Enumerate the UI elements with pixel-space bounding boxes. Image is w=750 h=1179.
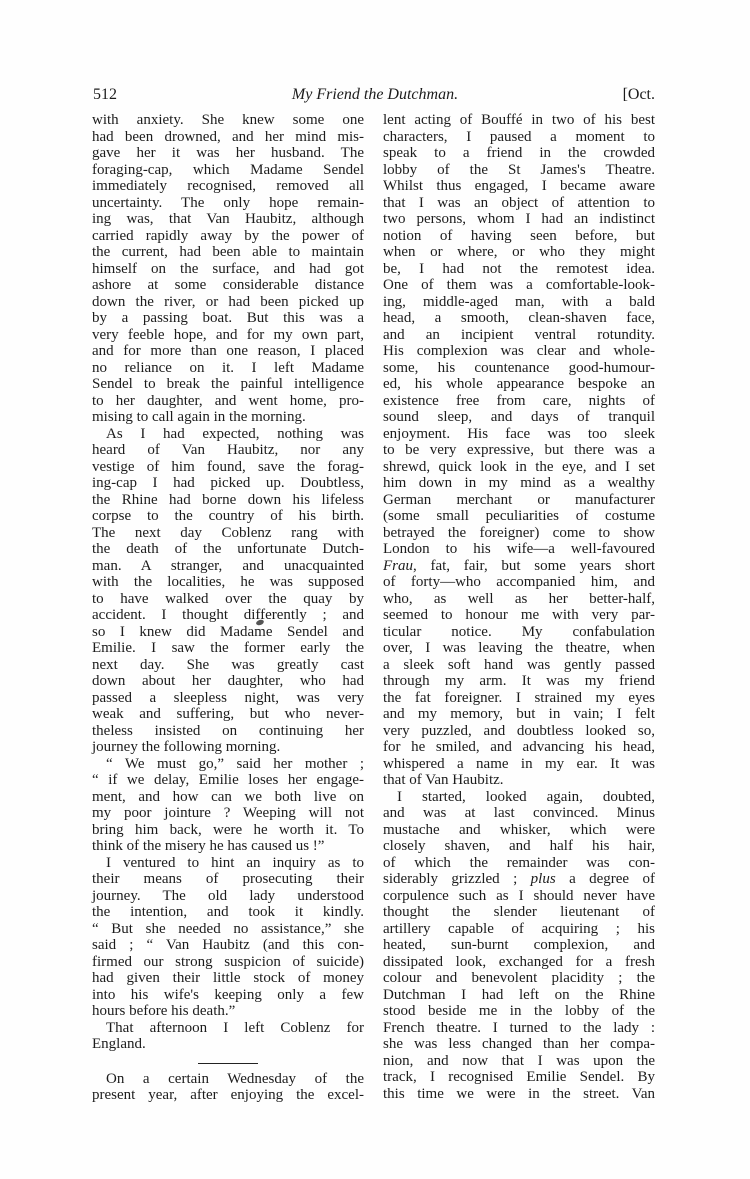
running-title: My Friend the Dutchman. [291, 86, 459, 103]
text-line: that I was an object of attention to [383, 194, 655, 211]
text-line: and was at last convinced. Minus [383, 805, 655, 821]
text-line: and an incipient ventral rotundity. [383, 326, 655, 343]
text-line: think of the misery he has caused us !” [92, 838, 325, 854]
text-line: ing was, that Van Haubitz, although [92, 211, 364, 227]
text-line: ing, middle-aged man, with a bald [383, 293, 655, 310]
text-line: the intention, and took it kindly. [92, 904, 364, 920]
text-line: “ We must go,” said her mother ; [106, 755, 364, 772]
text-line: next day. She was greatly cast [92, 656, 364, 673]
text-line: she was less changed than her compa- [383, 1036, 655, 1052]
text-line: journey. The old lady understood [92, 887, 364, 904]
text-line: hours before his death.” [92, 1003, 236, 1019]
paragraph [92, 756, 364, 855]
text-line: the death of the unfortunate Dutch- [92, 541, 364, 557]
text-line: some, his countenance good-humour- [383, 359, 655, 376]
text-line: through my arm. It was my friend [383, 673, 655, 689]
text-line: said ; “ Van Haubitz (and this con- [92, 937, 364, 953]
paragraph [383, 112, 655, 789]
text-line: mising to call again in the morning. [92, 409, 306, 425]
text-line: and my memory, but in vain; I felt [383, 706, 655, 722]
text-line: to her daughter, and went home, pro- [92, 392, 364, 409]
text-line: vestige of him found, save the forag- [92, 458, 364, 475]
text-line: Sendel to break the painful intelligence [92, 376, 364, 392]
text-line: ed, his whole appearance bespoke an [383, 376, 655, 392]
text-line: As I had expected, nothing was [106, 425, 364, 442]
text-line: accident. I thought differently ; and [92, 607, 364, 623]
text-line: existence free from care, nights of [383, 392, 655, 409]
section-divider [198, 1063, 258, 1064]
text-line: man. A stranger, and unacquainted [92, 557, 364, 574]
paragraph [92, 1020, 364, 1053]
text-line: carried rapidly away by the power of [92, 227, 364, 244]
text-line: when or where, or who they might [383, 244, 655, 260]
text-line: His complexion was clear and whole- [383, 343, 655, 359]
right-column [383, 112, 655, 1102]
text-line: the fat foreigner. I strained my eyes [383, 689, 655, 706]
text-line: speak to a friend in the crowded [383, 145, 655, 161]
text-line: passed a sleepless night, was very [92, 689, 364, 706]
text-line: two persons, whom I had an indistinct [383, 211, 655, 227]
text-line: of which the remainder was con- [383, 854, 655, 871]
text-line: by a passing boat. But this was a [92, 310, 364, 326]
text-line: with the localities, he was supposed [92, 574, 364, 590]
text-line: Frau, fat, fair, but some years short [383, 557, 655, 574]
text-line: “ But she needed no assistance,” she [92, 920, 364, 937]
text-line: One of them was a comfortable-look- [383, 277, 655, 293]
text-line: England. [92, 1036, 146, 1052]
text-line: On a certain Wednesday of the [106, 1070, 364, 1087]
text-line: him down in my mind as a wealthy [383, 475, 655, 491]
text-line: firmed our strong suspicion of suicide) [92, 953, 364, 970]
text-line: betrayed the foreigner) come to show [383, 524, 655, 541]
text-line: German merchant or manufacturer [383, 491, 655, 508]
text-line: sound sleep, and days of tranquil [383, 409, 655, 425]
text-line: ment, and how can we both live on [92, 788, 364, 805]
paragraph [383, 789, 655, 1103]
page-number: 512 [93, 86, 117, 103]
text-line: heard of Van Haubitz, nor any [92, 442, 364, 458]
text-line: nion, and now that I was upon the [383, 1052, 655, 1069]
text-line: this time we were in the street. Van [383, 1085, 655, 1102]
text-line: the current, had been able to maintain [92, 244, 364, 260]
text-line: for he smiled, and advancing his head, [383, 739, 655, 755]
text-line: into his wife's keeping only a few [92, 986, 364, 1003]
text-line: of forty—who accompanied him, and [383, 574, 655, 590]
text-line: corpse to the country of his birth. [92, 508, 364, 524]
text-line: that of Van Haubitz. [383, 772, 504, 788]
text-line: notion of having seen before, but [383, 227, 655, 244]
text-line: so I knew did Madame Sendel and [92, 623, 364, 640]
text-line: Dutchman I had left on the Rhine [383, 986, 655, 1003]
running-month: [Oct. [622, 86, 655, 103]
text-line: had given their little stock of money [92, 970, 364, 986]
text-line: mustache and whisker, which were [383, 821, 655, 838]
left-column [92, 112, 364, 1104]
text-line: I started, looked again, doubted, [397, 788, 655, 805]
text-line: foraging-cap, which Madame Sendel [92, 161, 364, 178]
text-line: down about her daughter, who had [92, 673, 364, 689]
text-line: to have walked over the quay by [92, 590, 364, 607]
text-line: and for more than one reason, I placed [92, 343, 364, 359]
text-line: had been drowned, and her mind mis- [92, 128, 364, 145]
text-line: very puzzled, and doubtless looked so, [383, 722, 655, 739]
text-line: ticular notice. My confabulation [383, 623, 655, 640]
text-line: no reliance on it. I left Madame [92, 359, 364, 376]
text-line: seemed to honour me with very par- [383, 607, 655, 623]
text-line: The next day Coblenz rang with [92, 524, 364, 541]
text-line: immediately recognised, removed all [92, 178, 364, 194]
text-line: stood beside me in the lobby of the [383, 1003, 655, 1019]
text-line: thought the slender lieutenant of [383, 904, 655, 920]
text-line: lent acting of Bouffé in two of his best [383, 112, 655, 128]
text-line: their means of prosecuting their [92, 871, 364, 887]
text-line: to be very expressive, but there was a [383, 442, 655, 458]
text-line: (some small peculiarities of costume [383, 508, 655, 524]
text-line: London to his wife—a well-favoured [383, 541, 655, 557]
text-line: with anxiety. She knew some one [92, 112, 364, 128]
text-line: That afternoon I left Coblenz for [106, 1019, 364, 1036]
text-line: very feeble hope, and for my own part, [92, 326, 364, 343]
text-line: down the river, or had been picked up [92, 293, 364, 310]
text-line: be, I had not the remotest idea. [383, 260, 655, 277]
text-line: uncertainty. The only hope remain- [92, 194, 364, 211]
text-line: artillery capable of acquiring ; his [383, 920, 655, 937]
paragraph [92, 855, 364, 1020]
text-line: I ventured to hint an inquiry as to [106, 854, 364, 871]
text-line: bring him back, were he worth it. To [92, 821, 364, 838]
text-line: track, I recognised Emilie Sendel. By [383, 1069, 655, 1085]
text-line: characters, I paused a moment to [383, 128, 655, 145]
text-line: “ if we delay, Emilie loses her engage- [92, 772, 364, 788]
text-line: shrewd, quick look in the eye, and I set [383, 458, 655, 475]
text-line: head, a smooth, clean-shaven face, [383, 310, 655, 326]
text-line: ing-cap I had picked up. Doubtless, [92, 475, 364, 491]
text-line: siderably grizzled ; plus a degree of [383, 871, 655, 887]
text-line: over, I was leaving the theatre, when [383, 640, 655, 656]
text-line: theless insisted on continuing her [92, 722, 364, 739]
text-line: corpulence such as I should never have [383, 887, 655, 904]
text-line: Whilst thus engaged, I became aware [383, 178, 655, 194]
text-line: gave her it was her husband. The [92, 145, 364, 161]
paragraph [92, 112, 364, 426]
text-line: himself on the surface, and had got [92, 260, 364, 277]
text-line: whispered a name in my ear. It was [383, 755, 655, 772]
text-line: Emilie. I saw the former early the [92, 640, 364, 656]
text-line: my poor jointure ? Weeping will not [92, 805, 364, 821]
text-line: a sleek soft hand was gently passed [383, 656, 655, 673]
text-line: lobby of the St James's Theatre. [383, 161, 655, 178]
text-line: closely shaven, and half his hair, [383, 838, 655, 854]
text-line: journey the following morning. [92, 739, 281, 755]
text-line: present year, after enjoying the excel- [92, 1087, 364, 1103]
text-line: colour and benevolent placidity ; the [383, 970, 655, 986]
text-line: French theatre. I turned to the lady : [383, 1019, 655, 1036]
text-line: ashore at some considerable distance [92, 277, 364, 293]
text-line: weak and suffering, but who never- [92, 706, 364, 722]
text-line: the Rhine had borne down his lifeless [92, 491, 364, 508]
text-line: who, as well as her better-half, [383, 590, 655, 607]
text-line: enjoyment. His face was too sleek [383, 425, 655, 442]
text-line: heated, sun-burnt complexion, and [383, 937, 655, 953]
paragraph [92, 426, 364, 756]
text-line: dissipated look, exchanged for a fresh [383, 953, 655, 970]
paragraph [92, 1071, 364, 1104]
